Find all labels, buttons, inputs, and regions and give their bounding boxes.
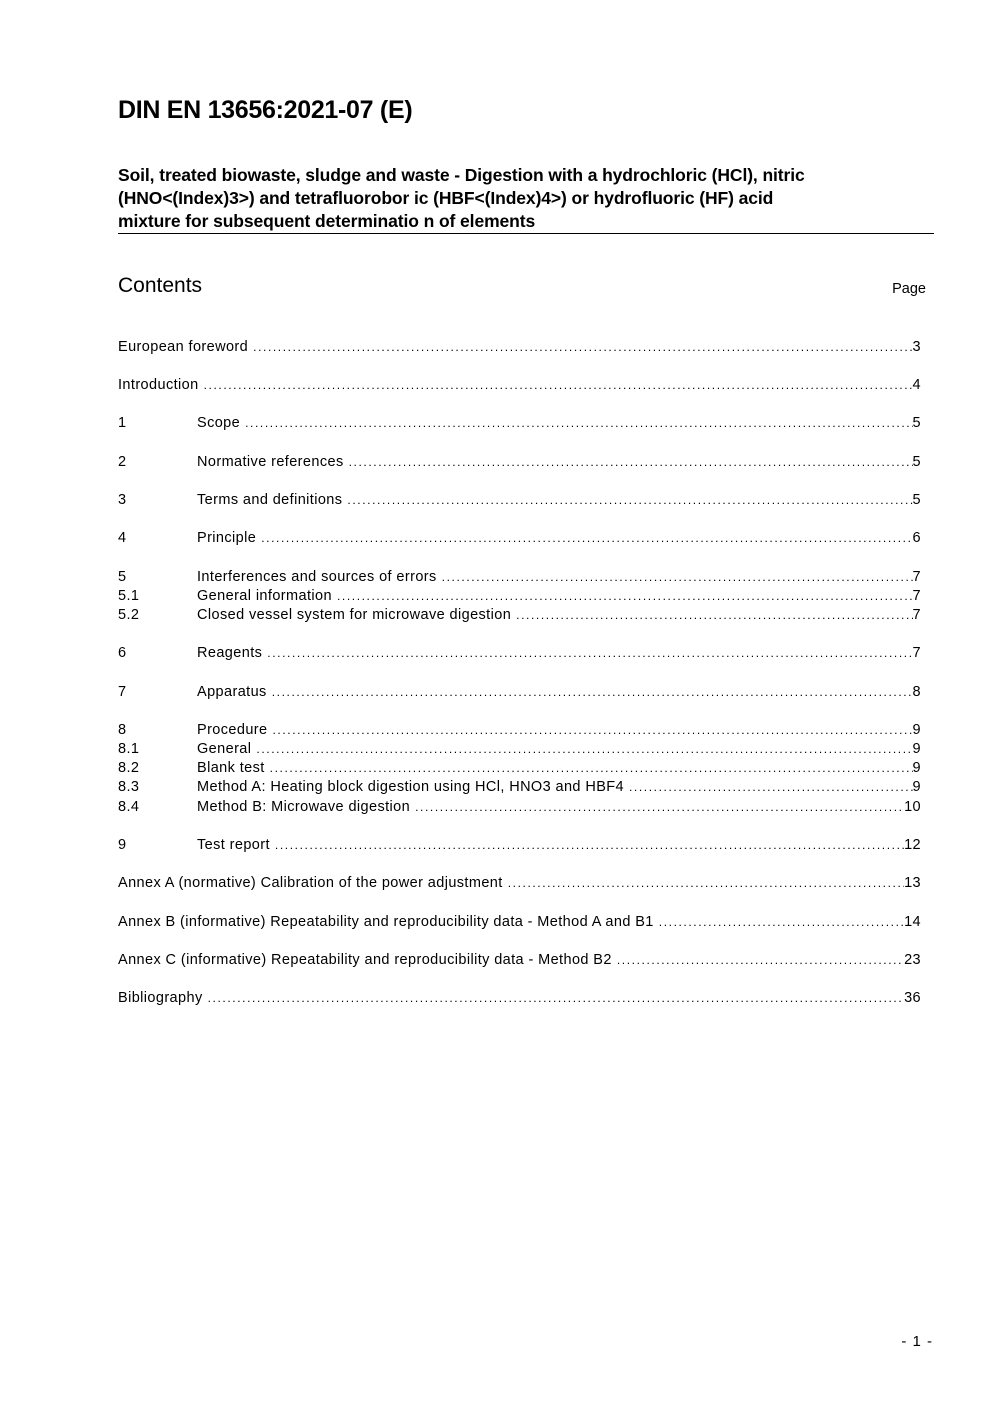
- subtitle-line: Soil, treated biowaste, sludge and waste - Digestion with a hydrochloric (HCl), nitric: [118, 165, 805, 185]
- toc-dot-leader: [261, 531, 912, 545]
- toc-entry-page: 9: [912, 760, 921, 776]
- toc-entry-title: Apparatus: [197, 684, 267, 700]
- toc-dot-leader: [270, 761, 913, 775]
- toc-entry-title: Blank test: [197, 760, 265, 776]
- toc-entry-title: Annex B (informative) Repeatability and reproducibility data - Method A and B1: [118, 914, 654, 930]
- toc-dot-leader: [253, 340, 912, 354]
- toc-entry-title: Normative references: [197, 454, 344, 470]
- toc-dot-leader: [516, 608, 912, 622]
- toc-dot-leader: [442, 570, 913, 584]
- toc-dot-leader: [508, 876, 904, 890]
- toc-entry-page: 7: [912, 607, 921, 623]
- toc-entry-page: 10: [904, 799, 921, 815]
- document-id: DIN EN 13656:2021-07 (E): [118, 96, 413, 124]
- toc-entry[interactable]: [118, 799, 921, 818]
- toc-entry[interactable]: [118, 837, 921, 856]
- toc-entry[interactable]: [118, 492, 921, 511]
- toc-entry-number: 8.1: [118, 741, 140, 757]
- toc-entry-number: 1: [118, 415, 127, 431]
- toc-entry-page: 23: [904, 952, 921, 968]
- toc-entry-title: Terms and definitions: [197, 492, 343, 508]
- toc-entry-number: 8.4: [118, 799, 140, 815]
- toc-entry-page: 5: [912, 415, 921, 431]
- toc-dot-leader: [347, 493, 912, 507]
- toc-entry[interactable]: [118, 741, 921, 760]
- toc-entry-title: Closed vessel system for microwave digestion: [197, 607, 512, 623]
- toc-dot-leader: [204, 378, 913, 392]
- toc-entry[interactable]: [118, 607, 921, 626]
- table-of-contents: [118, 0, 921, 1100]
- toc-entry-number: 5.1: [118, 588, 140, 604]
- toc-entry-number: 3: [118, 492, 127, 508]
- toc-entry-title: European foreword: [118, 339, 249, 355]
- toc-entry-title: General: [197, 741, 252, 757]
- page-column-heading: Page: [892, 281, 926, 297]
- toc-dot-leader: [659, 915, 904, 929]
- toc-dot-leader: [272, 685, 913, 699]
- toc-entry-number: 5: [118, 569, 127, 585]
- toc-entry[interactable]: [118, 339, 921, 358]
- toc-entry[interactable]: [118, 914, 921, 933]
- toc-entry-title: Test report: [197, 837, 270, 853]
- toc-entry[interactable]: [118, 377, 921, 396]
- toc-entry[interactable]: [118, 779, 921, 798]
- toc-dot-leader: [256, 742, 912, 756]
- toc-entry-title: Annex C (informative) Repeatability and reproducibility data - Method B2: [118, 952, 612, 968]
- toc-dot-leader: [629, 780, 913, 794]
- subtitle-line: mixture for subsequent determinatio n of elements: [118, 211, 536, 231]
- footer-page-number: - 1 -: [901, 1333, 933, 1350]
- toc-entry-page: 12: [904, 837, 921, 853]
- toc-entry-title: Method A: Heating block digestion using HCl, HNO3 and HBF4: [197, 779, 624, 795]
- toc-entry-title: Procedure: [197, 722, 268, 738]
- toc-entry-number: 9: [118, 837, 127, 853]
- toc-entry-page: 4: [912, 377, 921, 393]
- toc-entry-title: Principle: [197, 530, 257, 546]
- toc-entry[interactable]: [118, 684, 921, 703]
- toc-entry-title: Introduction: [118, 377, 199, 393]
- toc-entry-title: General information: [197, 588, 332, 604]
- toc-entry[interactable]: [118, 952, 921, 971]
- toc-dot-leader: [208, 991, 904, 1005]
- toc-entry-title: Scope: [197, 415, 241, 431]
- toc-entry-page: 6: [912, 530, 921, 546]
- toc-entry-number: 7: [118, 684, 127, 700]
- toc-entry-number: 5.2: [118, 607, 140, 623]
- toc-entry[interactable]: [118, 722, 921, 741]
- contents-heading: Contents: [118, 274, 203, 297]
- toc-entry[interactable]: [118, 530, 921, 549]
- toc-dot-leader: [275, 838, 904, 852]
- toc-entry-number: 8.3: [118, 779, 140, 795]
- toc-entry-title: Bibliography: [118, 990, 203, 1006]
- toc-entry-page: 36: [904, 990, 921, 1006]
- toc-entry[interactable]: [118, 760, 921, 779]
- toc-dot-leader: [415, 800, 904, 814]
- toc-entry[interactable]: [118, 645, 921, 664]
- toc-entry-title: Reagents: [197, 645, 263, 661]
- toc-dot-leader: [349, 455, 913, 469]
- toc-entry-page: 9: [912, 741, 921, 757]
- toc-dot-leader: [267, 646, 912, 660]
- toc-entry[interactable]: [118, 990, 921, 1009]
- toc-entry-page: 3: [912, 339, 921, 355]
- toc-entry[interactable]: [118, 588, 921, 607]
- toc-entry-number: 8: [118, 722, 127, 738]
- toc-entry-page: 5: [912, 492, 921, 508]
- toc-dot-leader: [245, 416, 912, 430]
- toc-entry-page: 7: [912, 645, 921, 661]
- toc-dot-leader: [337, 589, 913, 603]
- toc-entry[interactable]: [118, 569, 921, 588]
- toc-entry[interactable]: [118, 875, 921, 894]
- toc-entry-page: 5: [912, 454, 921, 470]
- toc-dot-leader: [617, 953, 904, 967]
- toc-entry[interactable]: [118, 454, 921, 473]
- toc-entry-page: 8: [912, 684, 921, 700]
- toc-entry-page: 9: [912, 722, 921, 738]
- toc-dot-leader: [273, 723, 913, 737]
- toc-entry[interactable]: [118, 415, 921, 434]
- toc-entry-title: Method B: Microwave digestion: [197, 799, 411, 815]
- toc-entry-number: 6: [118, 645, 127, 661]
- toc-entry-page: 7: [912, 569, 921, 585]
- toc-entry-page: 14: [904, 914, 921, 930]
- toc-entry-page: 13: [904, 875, 921, 891]
- toc-entry-title: Interferences and sources of errors: [197, 569, 437, 585]
- toc-entry-number: 8.2: [118, 760, 140, 776]
- toc-entry-page: 9: [912, 779, 921, 795]
- toc-entry-number: 2: [118, 454, 127, 470]
- subtitle-line: (HNO<(Index)3>) and tetrafluorobor ic (HBF<(Index)4>) or hydrofluoric (HF) acid: [118, 188, 774, 208]
- toc-entry-page: 7: [912, 588, 921, 604]
- toc-entry-title: Annex A (normative) Calibration of the power adjustment: [118, 875, 503, 891]
- toc-entry-number: 4: [118, 530, 127, 546]
